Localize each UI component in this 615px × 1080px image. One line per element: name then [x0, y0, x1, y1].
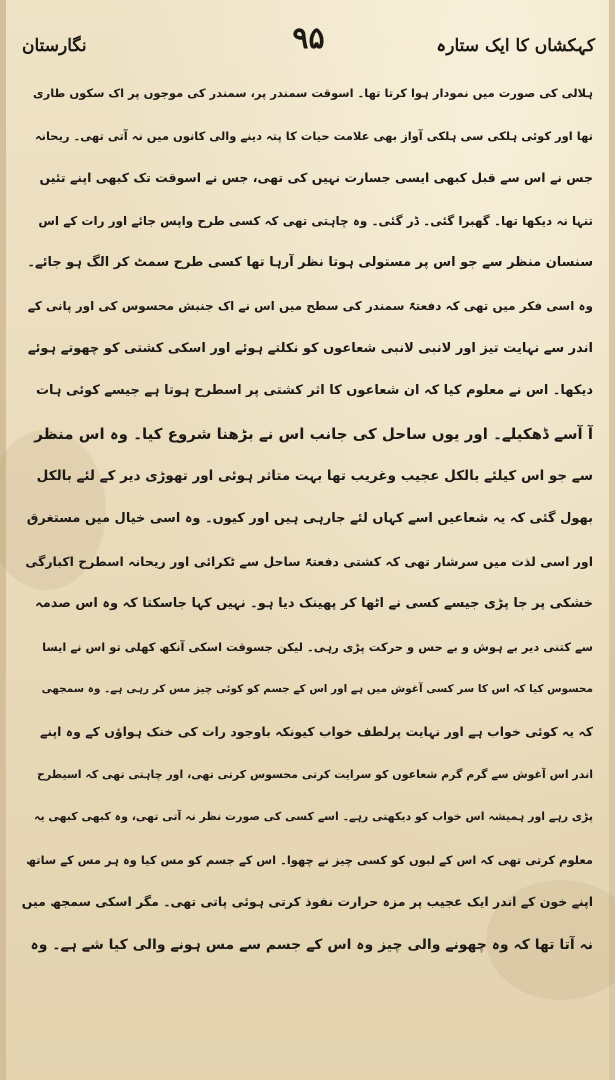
text-line: پڑی رہے اور ہمیشہ اس خواب کو دیکھتی رہے۔ اسے کسی کی صورت نظر نہ آتی تھی، وہ کبھی کبھی یہ [34, 810, 593, 824]
text-line: اندر سے نہایت تیز اور لانبی لانبی شعاعوں کو نکلتے ہوئے اور اسکی کشتی کو چھوتے ہوئے [27, 340, 593, 356]
text-line: محسوس کیا کہ اس کا سر کسی آغوش میں ہے اور اس کے جسم کو کوئی چیز مس کر رہی ہے۔ وہ سمجھی [41, 683, 593, 696]
text-line: اپنے خون کے اندر ایک عجیب پر مزہ حرارت نفوذ کرتی ہوئی پاتی تھی۔ مگر اسکی سمجھ میں [21, 894, 593, 910]
text-line: اور اسی لذت میں سرشار تھی کہ کشتی دفعتہً ساحل سے ٹکرائی اور ریحانہ اسطرح اکبارگی [25, 553, 593, 569]
text-line: خشکی پر جا پڑی جیسے کسی نے اٹھا کر پھینک دیا ہو۔ نہیں کہا جاسکتا کہ وہ اس صدمہ [35, 596, 593, 612]
page-header [22, 10, 595, 56]
text-line: سے کتنی دیر بے ہوش و بے حس و حرکت پڑی رہی۔ لیکن جسوقت اسکی آنکھ کھلی تو اس نے ایسا [42, 639, 593, 654]
text-line: معلوم کرتی تھی کہ اس کے لبوں کو کسی چیز نے چھوا۔ اس کے جسم کو مس کیا وہ ہر مس کے ساتھ [26, 852, 593, 867]
text-line: کہ یہ کوئی خواب ہے اور نہایت پرلطف خواب کیونکہ باوجود رات کی خنک ہواؤں کے وہ اپنے [40, 723, 593, 739]
text-line: جس نے اس سے قبل کبھی ایسی جسارت نہیں کی تھی، جس نے اسوقت تک کبھی اپنے تئیں [39, 170, 593, 186]
text-line: نہ آتا تھا کہ وہ چھونے والی چیز وہ اس کے جسم سے مس ہونے والی کیا شے ہے۔ وہ [30, 936, 593, 953]
text-line: تنہا نہ دیکھا تھا۔ گھبرا گئی۔ ڈر گئی۔ وہ چاہتی تھی کہ کسی طرح واپس جائے اور رات کے اس [38, 213, 593, 228]
page-number: ۹۵ [292, 21, 325, 56]
text-line: اندر اس آغوش سے گرم گرم شعاعوں کو سرایت کرتی محسوس کرتی تھی، اور چاہتی تھی کہ اسیطرح [36, 767, 593, 781]
text-line: سے جو اس کیلئے بالکل عجیب وغریب تھا بہت متاثر ہوئی اور تھوڑی دیر کے لئے بالکل [36, 468, 593, 485]
text-line: وہ اسی فکر میں تھی کہ دفعتہً سمندر کی سطح میں اس نے اک جنبش محسوس کی اور پانی کے [27, 298, 593, 313]
text-line: بھول گئی کہ یہ شعاعیں اسے کہاں لئے جارہی ہیں اور کیوں۔ وہ اسی خیال میں مستغرق [26, 510, 593, 526]
text-line: ہلالی کی صورت میں نمودار ہوا کرتا تھا۔ اسوقت سمندر پر، سمندر کی موجوں پر اک سکوں طاری [33, 86, 593, 100]
book-title: نگارستان [22, 36, 87, 56]
body-text [20, 72, 593, 966]
text-line: دیکھا۔ اس نے معلوم کیا کہ ان شعاعوں کا اثر کشتی پر اسطرح ہوتا ہے جیسے کوئی ہات [35, 383, 593, 399]
text-line: آ آسے ڈھکیلے۔ اور یوں ساحل کی جانب اس نے بڑھنا شروع کیا۔ وہ اس منظر [34, 424, 593, 443]
text-line: تھا اور کوئی ہلکی سی ہلکی آواز بھی علامت حیات کا پتہ دینے والی کانوں میں نہ آتی تھی۔ ریحانہ [34, 128, 593, 143]
running-title: کہکشاں کا ایک ستارہ [436, 36, 595, 56]
text-line: سنسان منظر سے جو اس پر مستولی ہوتا نظر آرہا تھا کسی طرح سمٹ کر الگ ہو جائے۔ [27, 255, 593, 271]
